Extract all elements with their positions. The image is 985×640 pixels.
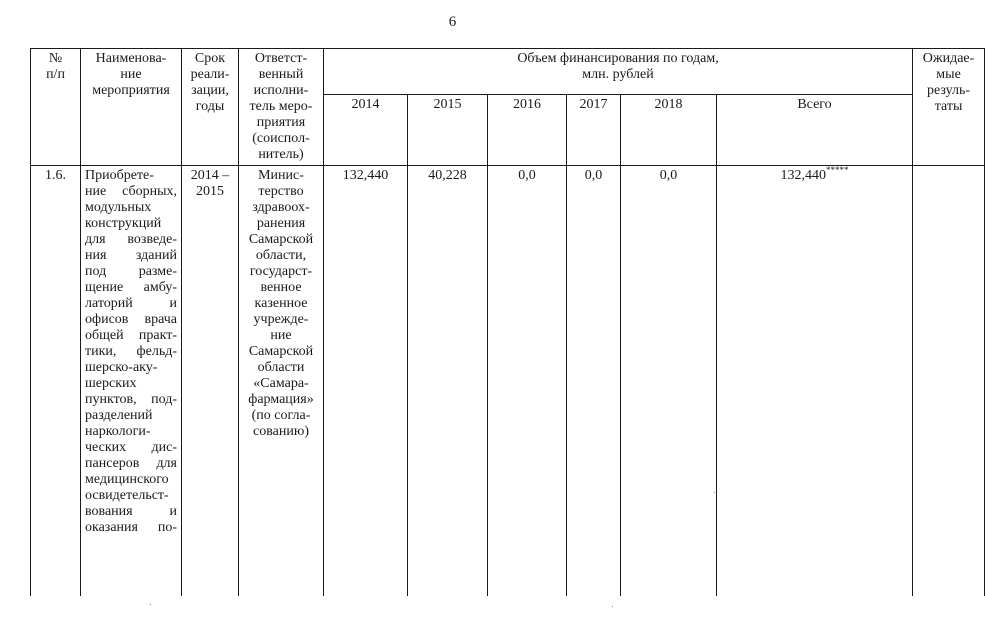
header-num: № п/п <box>31 49 81 166</box>
scan-speck <box>150 604 151 605</box>
row-results <box>913 166 985 596</box>
row-term: 2014 – 2015 <box>182 166 239 596</box>
header-year-2017: 2017 <box>567 95 621 166</box>
row-value-2015: 40,228 <box>408 166 488 596</box>
row-value-total <box>717 166 913 596</box>
table-row <box>31 166 985 596</box>
funding-table <box>30 48 985 596</box>
row-value-2016: 0,0 <box>488 166 567 596</box>
row-value-2017: 0,0 <box>567 166 621 596</box>
row-name: Приобрете- ние сборных, модульных конструкций для возведе- ния зданий под разме- щение амбу- латорий и офисов врача общей практ- тики, фельд- шерско-аку- шерских пунктов, под- разделений наркологи- ческих дис- пансеров для медицинского освидетельст- вования и оказания по- <box>81 166 182 596</box>
page-number: 6 <box>448 14 457 30</box>
header-name: Наименова- ние мероприятия <box>81 49 182 166</box>
row-total-value: 132,440 <box>780 168 827 183</box>
header-year-2014: 2014 <box>324 95 408 166</box>
header-funding: Объем финансирования по годам, млн. рублей <box>324 49 913 95</box>
header-results: Ожидае- мые резуль- таты <box>913 49 985 166</box>
header-year-2016: 2016 <box>488 95 567 166</box>
row-num: 1.6. <box>31 166 81 596</box>
header-term: Срок реали- зации, годы <box>182 49 239 166</box>
scan-speck <box>714 492 715 493</box>
header-executor: Ответст- венный исполни- тель меро- приятия (соиспол- нитель) <box>239 49 324 166</box>
row-executor: Минис- терство здравоох- ранения Самарской области, государст- венное казенное учрежде- ние Самарской области «Самара- фармация» (по согла- сованию) <box>239 166 324 596</box>
header-year-total: Всего <box>717 95 913 166</box>
row-value-2014: 132,440 <box>324 166 408 596</box>
scan-speck <box>612 606 613 607</box>
header-year-2015: 2015 <box>408 95 488 166</box>
footnote-mark: ***** <box>826 165 849 175</box>
header-year-2018: 2018 <box>621 95 717 166</box>
row-value-2018: 0,0 <box>621 166 717 596</box>
table-header-row <box>31 49 985 95</box>
